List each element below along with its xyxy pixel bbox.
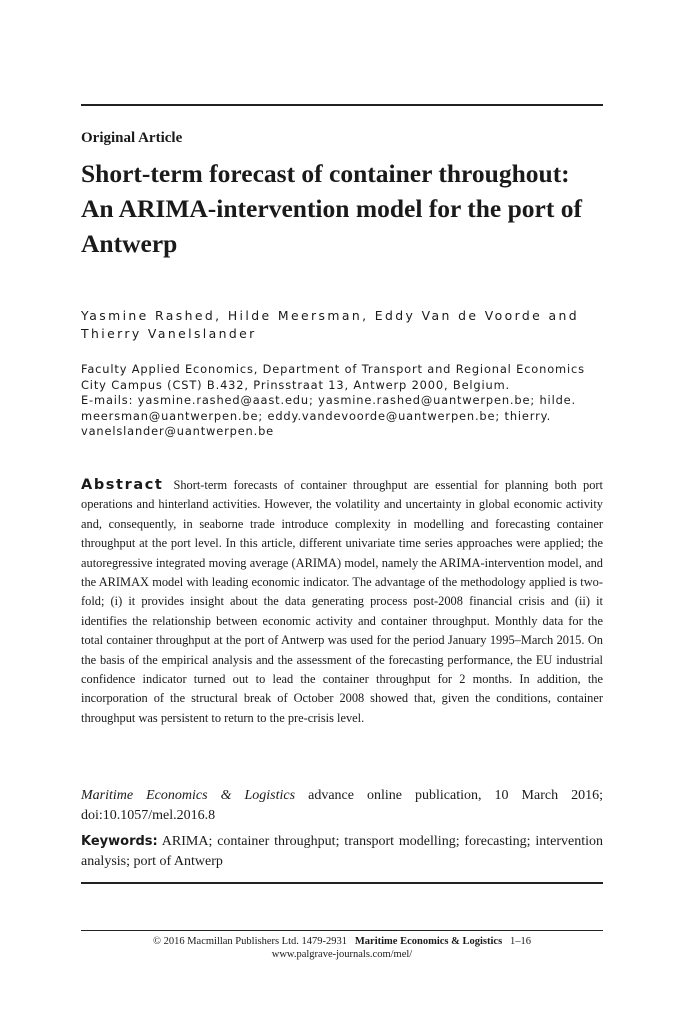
citation-journal: Maritime Economics & Logistics [81,788,296,803]
abstract-label: Abstract [81,477,164,493]
citation [81,786,603,826]
keywords-rule [81,882,603,884]
title-line-2: An ARIMA-intervention model for the port of [81,194,582,223]
title-line-1: Short-term forecast of container throughout: [81,159,570,188]
article-title [81,156,611,261]
affiliation-line-2: City Campus (CST) B.432, Prinsstraat 13, Antwerp 2000, Belgium. [81,377,511,392]
affiliation-line-4: meersman@uantwerpen.be; eddy.vandevoorde@uantwerpen.be; thierry. [81,408,552,423]
footer-rule [81,930,603,931]
footer-copyright: © 2016 Macmillan Publishers Ltd. 1479-2931 [152,936,348,947]
affiliation-line-3: E-mails: yasmine.rashed@aast.edu; yasmine.rashed@uantwerpen.be; hilde. [81,393,576,408]
abstract-text: Short-term forecasts of container throughput are essential for planning both port operations and hinterland activities. However, the volatility and uncertainty in global economic activity and, consequently, in seaborne trade introduce complexity in modelling and forecasting container throughput at the port level. In this article, different univariate time series approaches were applied; the autoregressive integrated moving average (ARIMA) model, namely the ARIMA-intervention model, and the ARIMAX model with leading economic indicator. The advantage of the methodology applied is two-fold; (i) it provides insight about the data generating process post-2008 financial crisis and (ii) it identifies the relationship between economic activity and container throughput. Monthly data for the total container throughput at the port of Antwerp was used for the period January 1995–March 2015. On the basis of the empirical analysis and the assessment of the forecasting performance, the EU industrial confidence indicator turned out to lead the container throughput for 2 months. In addition, the incorporation of the structural break of October 2008 showed that, given the conditions, container throughput was persistent to return to the pre-crisis level. [81,478,603,725]
footer-line-1 [81,935,603,948]
affiliation-line-5: vanelslander@uantwerpen.be [81,424,275,439]
keywords-label: Keywords: [81,834,158,849]
article-type: Original Article [81,130,183,146]
keywords-text: ARIMA; container throughput; transport modelling; forecasting; intervention analysis; port of Antwerp [81,834,603,869]
footer-journal: Maritime Economics & Logistics [354,936,503,947]
footer-pages: 1–16 [510,936,532,947]
top-rule [81,104,603,106]
author-list [81,307,603,343]
page-footer [81,935,603,961]
keywords [81,832,603,872]
footer-url: www.palgrave-journals.com/mel/ [271,949,413,960]
affiliation-line-1: Faculty Applied Economics, Department of Transport and Regional Economics [81,362,585,376]
citation-details: advance online publication, 10 March 2016; doi:10.1057/mel.2016.8 [81,788,603,823]
title-line-3: Antwerp [81,229,178,258]
authors-line-2: Thierry Vanelslander [81,326,257,341]
affiliation [81,362,611,440]
abstract [81,476,603,728]
authors-line-1: Yasmine Rashed, Hilde Meersman, Eddy Van de Voorde and [81,308,579,323]
